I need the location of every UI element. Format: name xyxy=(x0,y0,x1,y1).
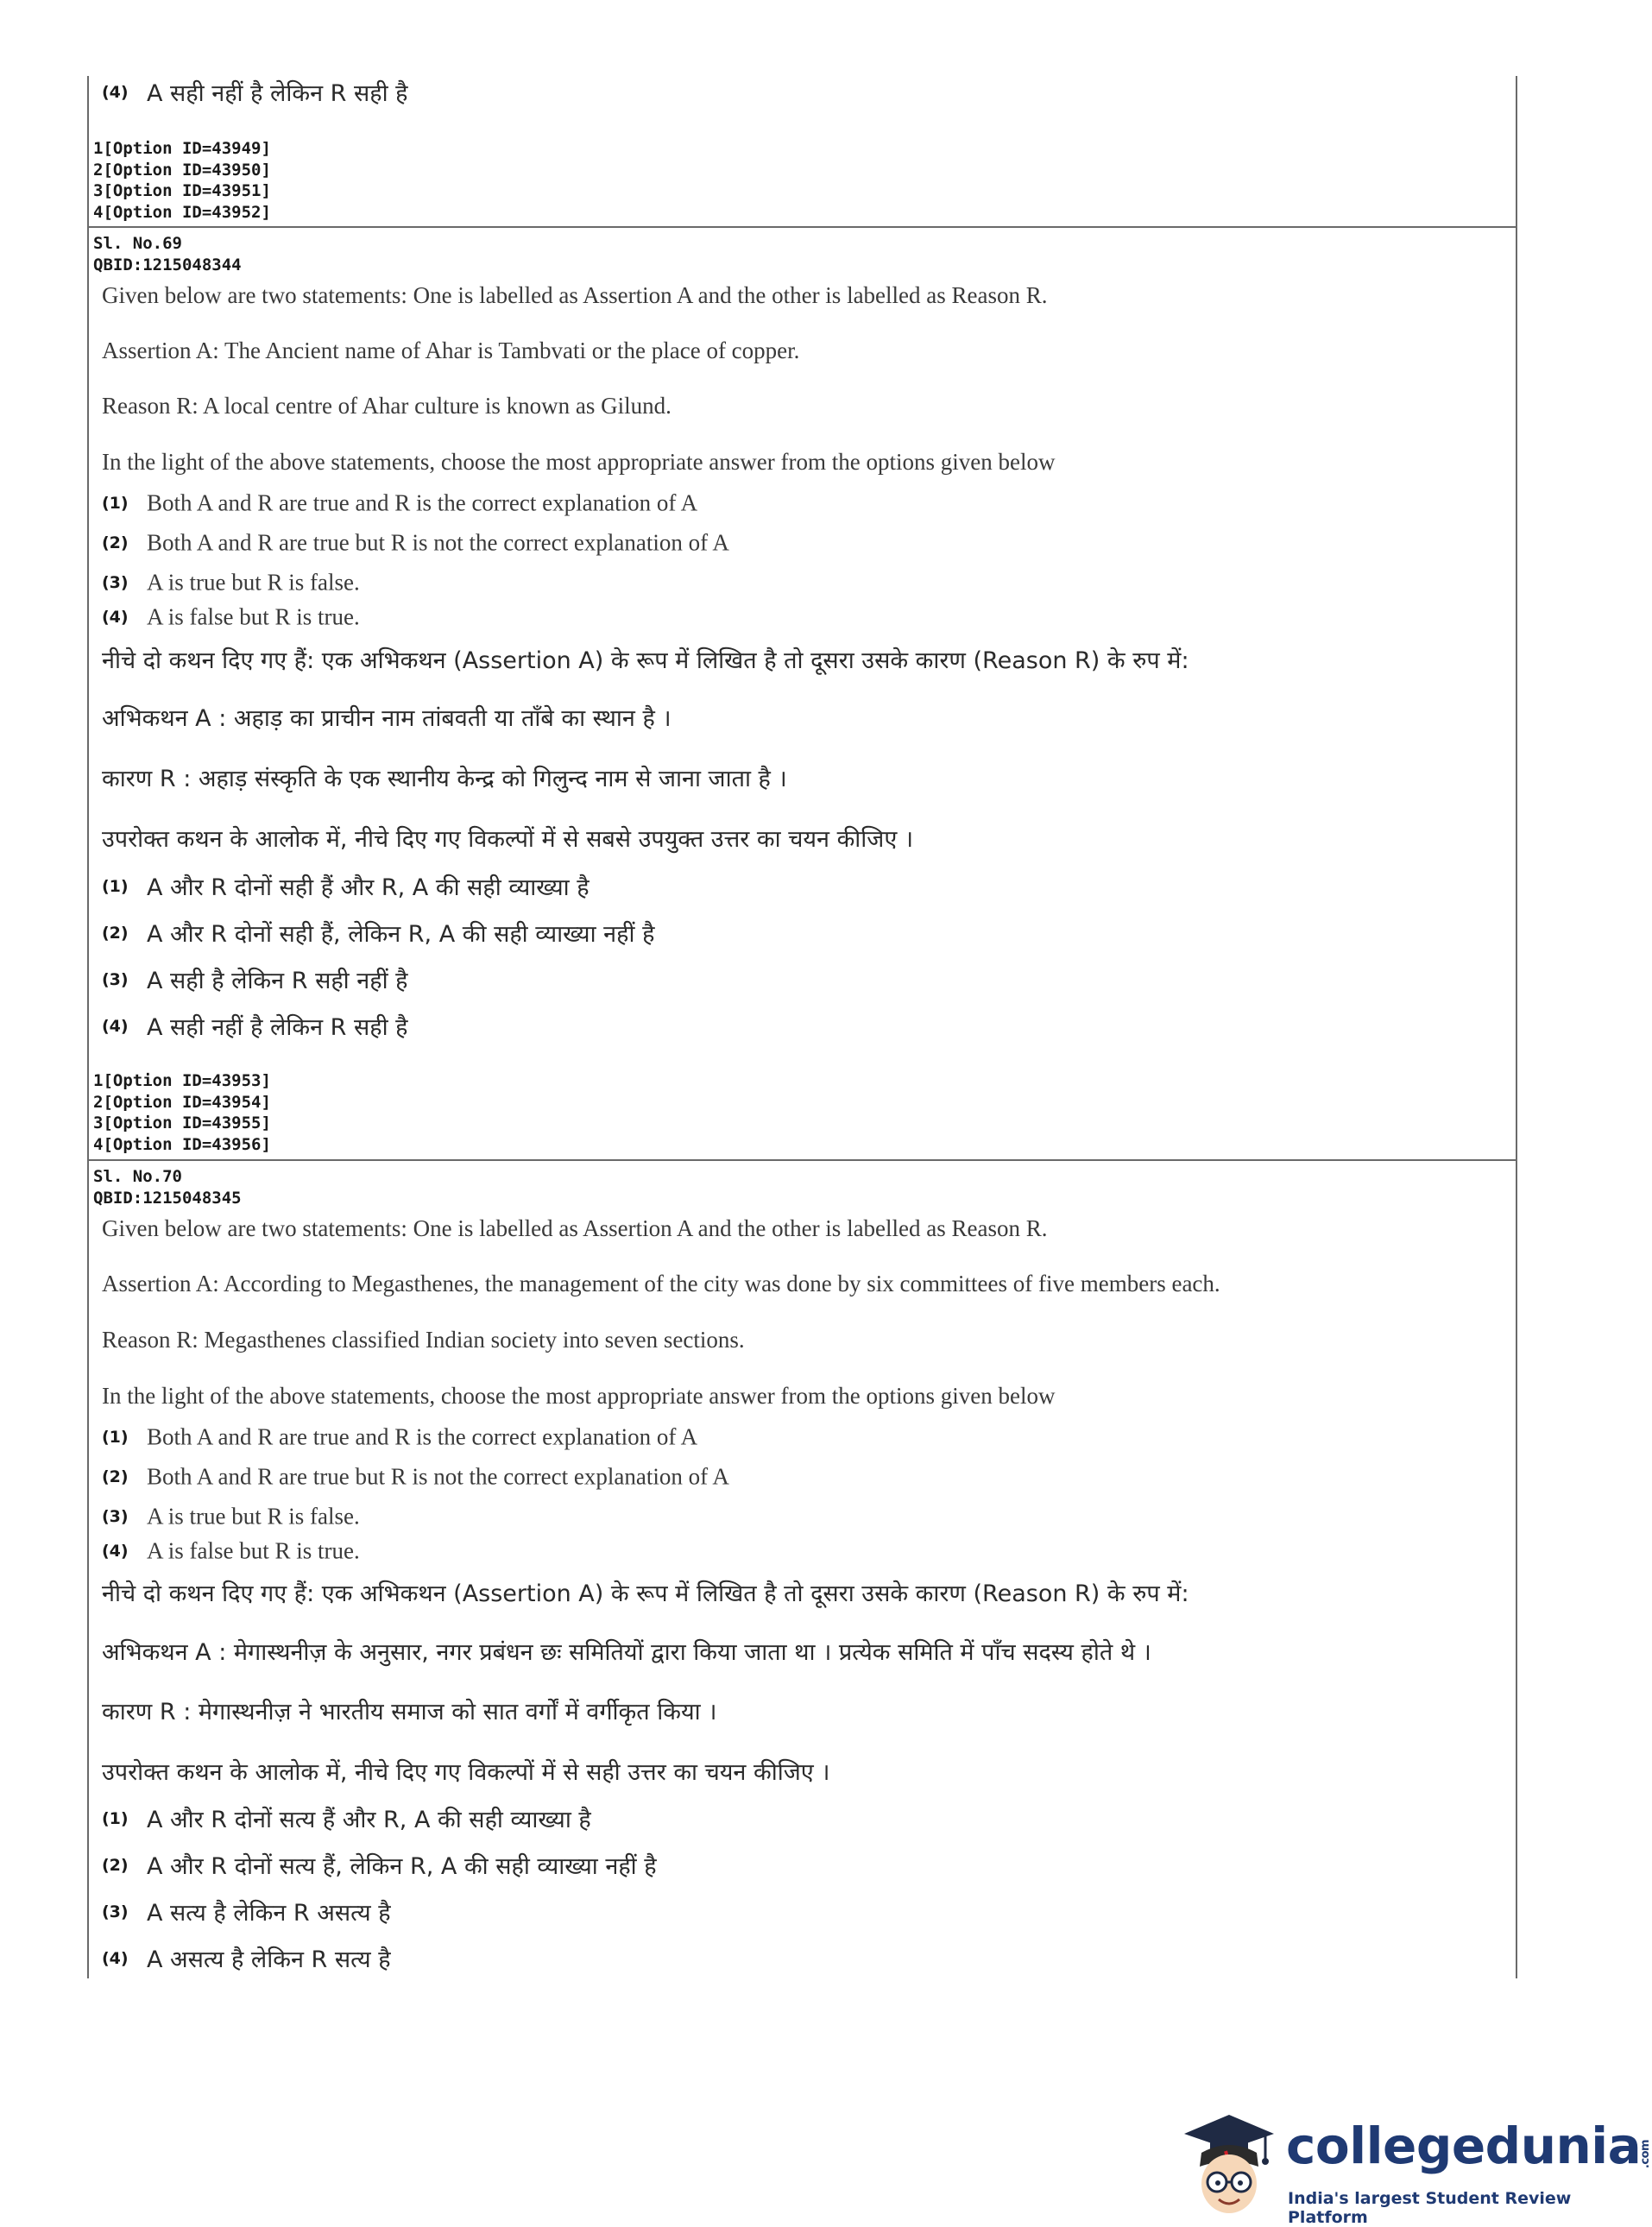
option-number: (4) xyxy=(102,607,129,627)
q70-intro-en: Given below are two statements: One is labelled as Assertion A and the other is labelled as Reason R. xyxy=(102,1215,1048,1241)
q69-qbid: QBID:1215048344 xyxy=(93,256,242,274)
option-number: (4) xyxy=(102,82,129,102)
option-text: A और R दोनों सत्य हैं और R, A की सही व्याख्या है xyxy=(147,1807,591,1833)
q69-option-ids xyxy=(93,1070,271,1155)
q69-instruction-en: In the light of the above statements, choose the most appropriate answer from the options given below xyxy=(102,449,1056,475)
option-number: (1) xyxy=(102,493,129,513)
option-text: A सही है लेकिन R सही नहीं है xyxy=(147,968,408,994)
option-id: 2[Option ID=43950] xyxy=(93,160,271,180)
question-separator xyxy=(87,226,1517,228)
option-text: Both A and R are true and R is the correct explanation of A xyxy=(147,1423,698,1450)
option-text: Both A and R are true but R is not the correct explanation of A xyxy=(147,529,729,556)
option-number: (3) xyxy=(102,1902,129,1921)
option-number: (4) xyxy=(102,1016,129,1036)
option-text: A सत्य है लेकिन R असत्य है xyxy=(147,1900,391,1927)
q70-instruction-en: In the light of the above statements, choose the most appropriate answer from the options given below xyxy=(102,1383,1056,1409)
q70-option-hi-4 xyxy=(102,1942,391,1974)
option-text: A सही नहीं है लेकिन R सही है xyxy=(147,80,408,107)
q69-intro-hi: नीचे दो कथन दिए गए हैं: एक अभिकथन (Assertion A) के रूप में लिखित है तो दूसरा उसके कारण (Reason R) के रुप में: xyxy=(102,647,1189,674)
q70-intro-hi: नीचे दो कथन दिए गए हैं: एक अभिकथन (Assertion A) के रूप में लिखित है तो दूसरा उसके कारण (Reason R) के रुप में: xyxy=(102,1580,1189,1607)
option-id: 1[Option ID=43953] xyxy=(93,1071,271,1090)
option-text: Both A and R are true but R is not the correct explanation of A xyxy=(147,1463,729,1490)
option-text: A is false but R is true. xyxy=(147,603,360,630)
q69-option-en-4 xyxy=(102,602,360,630)
option-text: A और R दोनों सही हैं, लेकिन R, A की सही व्याख्या नहीं है xyxy=(147,921,655,948)
option-id: 2[Option ID=43954] xyxy=(93,1092,271,1112)
q69-option-en-1 xyxy=(102,488,697,516)
option-number: (1) xyxy=(102,876,129,896)
option-id: 3[Option ID=43951] xyxy=(93,181,271,200)
option-text: A और R दोनों सही हैं और R, A की सही व्याख्या है xyxy=(147,874,590,901)
option-text: Both A and R are true and R is the correct explanation of A xyxy=(147,489,698,516)
q70-assertion-hi: अभिकथन A : मेगास्थनीज़ के अनुसार, नगर प्रबंधन छः समितियों द्वारा किया जाता था । प्रत्येक समिति में पाँच सदस्य होते थे । xyxy=(102,1639,1151,1666)
option-number: (3) xyxy=(102,1506,129,1526)
option-number: (2) xyxy=(102,1467,129,1486)
q69-assertion-hi: अभिकथन A : अहाड़ का प्राचीन नाम तांबवती या ताँबे का स्थान है । xyxy=(102,705,672,732)
q70-option-hi-1 xyxy=(102,1802,591,1834)
q69-reason-hi: कारण R : अहाड़ संस्कृति के एक स्थानीय केन्द्र को गिलुन्द नाम से जाना जाता है । xyxy=(102,766,787,792)
q70-reason-en: Reason R: Megasthenes classified Indian society into seven sections. xyxy=(102,1327,745,1353)
q69-option-hi-1 xyxy=(102,870,590,902)
q69-option-en-3 xyxy=(102,567,360,596)
option-text: A असत्य है लेकिन R सत्य है xyxy=(147,1946,391,1973)
prev-option-ids xyxy=(93,138,271,223)
q69-slno: Sl. No.69 xyxy=(93,234,182,253)
option-text: A is true but R is false. xyxy=(147,1503,360,1530)
q69-option-hi-2 xyxy=(102,917,654,949)
brand-text: collegedunia xyxy=(1286,2117,1642,2175)
q69-option-hi-3 xyxy=(102,963,407,995)
q69-option-hi-4 xyxy=(102,1010,407,1042)
option-number: (2) xyxy=(102,923,129,943)
option-id: 1[Option ID=43949] xyxy=(93,139,271,158)
prev-option-4 xyxy=(102,76,407,108)
q70-option-en-1 xyxy=(102,1422,697,1450)
q70-slno: Sl. No.70 xyxy=(93,1167,182,1186)
option-text: A और R दोनों सत्य हैं, लेकिन R, A की सही व्याख्या नहीं है xyxy=(147,1853,657,1880)
q69-option-en-2 xyxy=(102,527,729,556)
brand-tagline: India's largest Student Review Platform xyxy=(1288,2189,1572,2227)
option-number: (2) xyxy=(102,533,129,552)
q69-instruction-hi: उपरोक्त कथन के आलोक में, नीचे दिए गए विकल्पों में से सबसे उपयुक्त उत्तर का चयन कीजिए । xyxy=(102,826,914,853)
q70-option-hi-3 xyxy=(102,1896,391,1927)
q69-intro-en: Given below are two statements: One is labelled as Assertion A and the other is labelled as Reason R. xyxy=(102,282,1048,308)
option-text: A is false but R is true. xyxy=(147,1537,360,1564)
collegedunia-logo[interactable] xyxy=(1176,2099,1652,2227)
option-id: 3[Option ID=43955] xyxy=(93,1114,271,1132)
question-separator xyxy=(87,1159,1517,1161)
option-id: 4[Option ID=43952] xyxy=(93,202,271,222)
option-text: A सही नहीं है लेकिन R सही है xyxy=(147,1014,408,1041)
q70-assertion-en: Assertion A: According to Megasthenes, the management of the city was done by six committees of five members each. xyxy=(102,1271,1220,1296)
q70-option-en-4 xyxy=(102,1536,360,1564)
option-id: 4[Option ID=43956] xyxy=(93,1134,271,1154)
q70-option-hi-2 xyxy=(102,1849,657,1881)
q70-instruction-hi: उपरोक्त कथन के आलोक में, नीचे दिए गए विकल्पों में से सही उत्तर का चयन कीजिए । xyxy=(102,1759,830,1786)
brand-domain-suffix: .com xyxy=(1639,2139,1652,2169)
option-number: (4) xyxy=(102,1541,129,1561)
q70-reason-hi: कारण R : मेगास्थनीज़ ने भारतीय समाज को सात वर्गों में वर्गीकृत किया । xyxy=(102,1699,717,1725)
q70-qbid: QBID:1215048345 xyxy=(93,1189,242,1208)
q69-reason-en: Reason R: A local centre of Ahar culture is known as Gilund. xyxy=(102,393,672,419)
option-number: (4) xyxy=(102,1948,129,1968)
option-text: A is true but R is false. xyxy=(147,569,360,596)
option-number: (2) xyxy=(102,1855,129,1875)
q70-option-en-3 xyxy=(102,1501,360,1530)
q69-assertion-en: Assertion A: The Ancient name of Ahar is Tambvati or the place of copper. xyxy=(102,338,800,363)
option-number: (3) xyxy=(102,969,129,989)
q70-option-en-2 xyxy=(102,1461,729,1490)
graduate-mascot-icon xyxy=(1176,2099,1279,2220)
brand-name xyxy=(1286,2117,1652,2175)
option-number: (1) xyxy=(102,1427,129,1447)
option-number: (1) xyxy=(102,1808,129,1828)
option-number: (3) xyxy=(102,572,129,592)
